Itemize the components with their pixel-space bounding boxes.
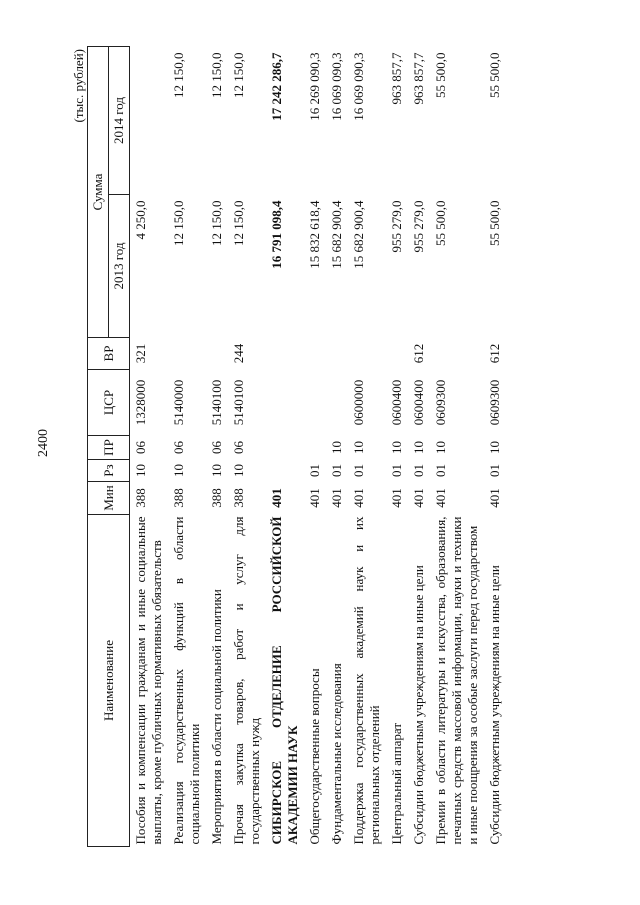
cell-min: 401 xyxy=(389,488,404,508)
table-row xyxy=(304,47,326,847)
cell-csr: 5140100 xyxy=(231,379,246,426)
cell-name: Субсидии бюджетным учреждениям на иные цели xyxy=(411,565,426,845)
cell-min: 401 xyxy=(329,488,344,508)
cell-pr: 10 xyxy=(487,441,502,454)
cell-2014: 12 150,0 xyxy=(231,52,246,98)
table-row xyxy=(326,47,348,847)
cell-2014: 55 500,0 xyxy=(487,52,502,98)
cell-rz: 10 xyxy=(209,464,224,477)
cell-name: Реализация государственных функций в области социальной политики xyxy=(171,516,202,845)
cell-2013: 4 250,0 xyxy=(133,200,148,240)
table-row xyxy=(484,47,506,847)
page-number: 2400 xyxy=(36,429,51,457)
header-2014: 2014 год xyxy=(109,47,130,195)
table-row xyxy=(430,47,484,847)
cell-vr xyxy=(266,338,304,370)
cell-2013: 12 150,0 xyxy=(171,200,186,246)
cell-name: Пособия и компенсации гражданам и иные социальные выплаты, кроме публичных нормативных обязательств xyxy=(133,516,164,845)
table-row xyxy=(228,47,266,847)
cell-rz: 01 xyxy=(329,464,344,477)
cell-2013: 15 682 900,4 xyxy=(329,200,344,269)
cell-2013: 15 682 900,4 xyxy=(351,200,366,269)
header-name: Наименование xyxy=(88,515,130,847)
cell-vr xyxy=(348,338,386,370)
cell-2013: 55 500,0 xyxy=(433,200,448,246)
cell-rz: 01 xyxy=(389,464,404,477)
cell-2014: 55 500,0 xyxy=(433,52,448,98)
cell-vr xyxy=(168,338,206,370)
cell-vr: 244 xyxy=(231,343,246,364)
table-row xyxy=(386,47,408,847)
cell-rz: 01 xyxy=(351,464,366,477)
cell-pr: 10 xyxy=(351,441,366,454)
cell-rz: 10 xyxy=(231,464,246,477)
cell-rz xyxy=(266,460,304,482)
cell-min: 401 xyxy=(307,488,322,508)
cell-pr: 06 xyxy=(171,441,186,454)
header-pr: ПР xyxy=(88,436,130,460)
header-sum: Сумма xyxy=(88,47,109,338)
cell-pr: 10 xyxy=(389,441,404,454)
cell-2013: 955 279,0 xyxy=(411,200,426,253)
header-2013: 2013 год xyxy=(109,195,130,338)
cell-2013: 955 279,0 xyxy=(389,200,404,253)
cell-2014: 12 150,0 xyxy=(209,52,224,98)
cell-min: 401 xyxy=(351,488,366,508)
cell-name: Мероприятия в области социальной политики xyxy=(209,589,224,845)
cell-name: Прочая закупка товаров, работ и услуг для государственных нужд xyxy=(231,516,262,845)
cell-2014: 963 857,7 xyxy=(411,52,426,105)
cell-2013: 55 500,0 xyxy=(487,200,502,246)
cell-vr xyxy=(326,338,348,370)
cell-rz: 10 xyxy=(171,464,186,477)
cell-2014: 12 150,0 xyxy=(171,52,186,98)
cell-pr: 06 xyxy=(133,441,148,454)
cell-rz: 01 xyxy=(487,464,502,477)
cell-csr: 0600400 xyxy=(411,379,426,426)
rotated-table-area xyxy=(36,45,581,855)
cell-min: 388 xyxy=(209,488,224,508)
cell-vr xyxy=(430,338,484,370)
cell-csr: 0609300 xyxy=(433,379,448,426)
cell-vr: 612 xyxy=(487,343,502,364)
cell-pr xyxy=(304,436,326,460)
cell-vr: 612 xyxy=(411,343,426,364)
cell-min: 401 xyxy=(269,488,284,508)
cell-csr xyxy=(266,370,304,436)
header-csr: ЦСР xyxy=(88,370,130,436)
cell-name: Центральный аппарат xyxy=(389,722,404,845)
cell-min: 388 xyxy=(171,488,186,508)
table-row xyxy=(266,47,304,847)
cell-csr: 1328000 xyxy=(133,379,148,426)
cell-pr xyxy=(266,436,304,460)
cell-2014: 16 269 090,3 xyxy=(307,52,322,121)
header-rz: Рз xyxy=(88,460,130,482)
cell-rz: 01 xyxy=(433,464,448,477)
cell-name: Фундаментальные исследования xyxy=(329,663,344,845)
cell-rz: 01 xyxy=(411,464,426,477)
cell-min: 401 xyxy=(487,488,502,508)
table-row xyxy=(348,47,386,847)
cell-vr xyxy=(304,338,326,370)
cell-rz: 01 xyxy=(307,464,322,477)
cell-name: Субсидии бюджетным учреждениям на иные цели xyxy=(487,565,502,845)
table-row xyxy=(130,47,169,847)
cell-csr: 0609300 xyxy=(487,379,502,426)
units-note: (тыс. рублей) xyxy=(71,49,86,123)
cell-vr: 321 xyxy=(133,343,148,364)
cell-min: 388 xyxy=(231,488,246,508)
cell-vr xyxy=(206,338,228,370)
header-min: Мин xyxy=(88,482,130,515)
table-body xyxy=(130,47,507,847)
table-row xyxy=(206,47,228,847)
cell-pr: 10 xyxy=(433,441,448,454)
cell-min: 388 xyxy=(133,488,148,508)
cell-csr: 0600000 xyxy=(351,379,366,426)
cell-2014: 963 857,7 xyxy=(389,52,404,105)
table-row xyxy=(408,47,430,847)
cell-name: Общегосударственные вопросы xyxy=(307,668,322,845)
cell-pr: 06 xyxy=(231,441,246,454)
cell-2013: 15 832 618,4 xyxy=(307,200,322,269)
header-vr: ВР xyxy=(88,338,130,370)
cell-min: 401 xyxy=(411,488,426,508)
cell-2013: 12 150,0 xyxy=(231,200,246,246)
cell-2013: 12 150,0 xyxy=(209,200,224,246)
budget-table xyxy=(87,46,506,847)
cell-csr xyxy=(326,370,348,436)
cell-vr xyxy=(386,338,408,370)
cell-2014 xyxy=(130,47,169,195)
table-row xyxy=(168,47,206,847)
cell-name: СИБИРСКОЕ ОТДЕЛЕНИЕ РОССИЙСКОЙ АКАДЕМИИ НАУК xyxy=(269,516,300,845)
cell-name: Поддержка государственных академий наук и их региональных отделений xyxy=(351,516,382,845)
cell-rz: 10 xyxy=(133,464,148,477)
cell-min: 401 xyxy=(433,488,448,508)
cell-2013: 16 791 098,4 xyxy=(269,200,284,269)
cell-name: Премии в области литературы и искусства, образования, печатных средств массовой информации, науки и техники и иные поощрения за особые заслуги перед государством xyxy=(433,516,480,845)
cell-2014: 17 242 286,7 xyxy=(269,52,284,121)
cell-2014: 16 069 090,3 xyxy=(329,52,344,121)
cell-2014: 16 069 090,3 xyxy=(351,52,366,121)
cell-csr xyxy=(304,370,326,436)
cell-pr: 10 xyxy=(329,441,344,454)
cell-pr: 06 xyxy=(209,441,224,454)
cell-csr: 5140000 xyxy=(171,379,186,426)
cell-csr: 0600400 xyxy=(389,379,404,426)
cell-csr: 5140100 xyxy=(209,379,224,426)
cell-pr: 10 xyxy=(411,441,426,454)
